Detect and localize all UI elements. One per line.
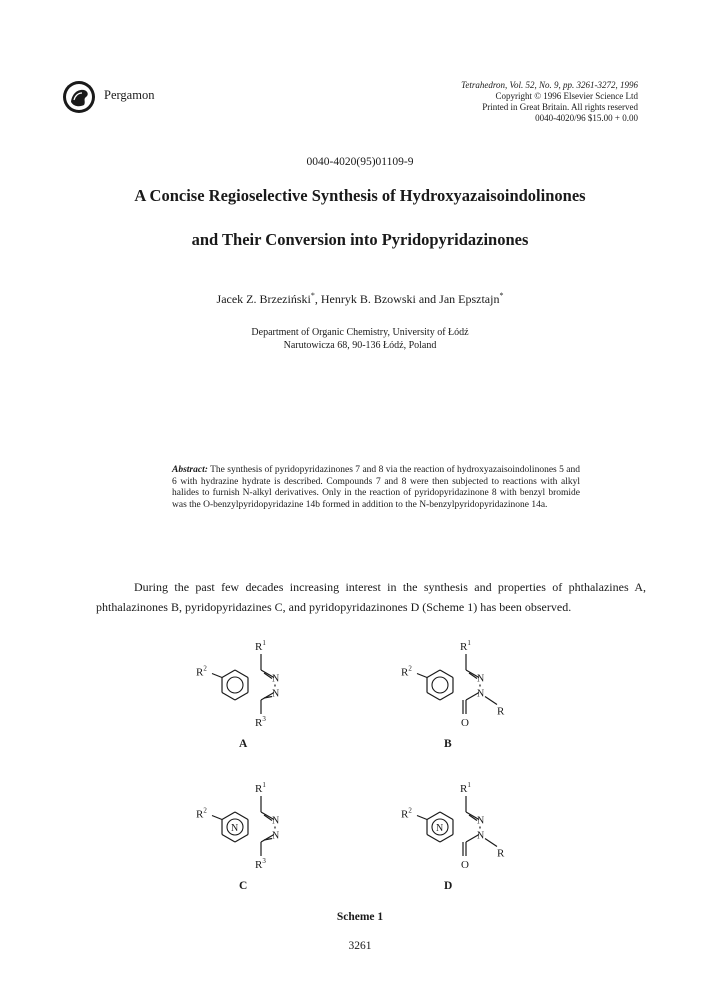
publisher-name: Pergamon <box>104 88 155 102</box>
structure-caption-b: B <box>444 738 452 750</box>
author-1: Jacek Z. Brzeziński <box>216 292 311 306</box>
publisher-logo <box>62 80 96 114</box>
doi: 0040-4020(95)01109-9 <box>306 156 414 168</box>
bond <box>417 674 427 678</box>
affiliation <box>0 326 720 352</box>
aromatic-circle <box>432 677 448 693</box>
ring-bond <box>235 812 248 820</box>
body-text: During the past few decades increasing interest in the synthesis and properties of phthalazines A, phthalazinones B, pyridopyridazines C, and pyridopyridazinones D (Scheme 1) has been observed. <box>96 580 646 614</box>
aromatic-circle <box>227 677 243 693</box>
bond <box>485 697 497 705</box>
ring-bond <box>440 693 453 701</box>
nitrogen-label: N <box>271 673 280 685</box>
nitrogen-label: N <box>476 688 485 700</box>
n-substituent-label: R <box>496 847 505 860</box>
nitrogen-label: N <box>476 815 485 827</box>
nitrogen-label: N <box>271 815 280 827</box>
abstract-label: Abstract: <box>172 465 208 475</box>
page-number: 3261 <box>348 940 372 952</box>
ring-bond <box>427 670 440 678</box>
nitrogen-label: N <box>271 830 280 842</box>
corresponding-mark: * <box>499 291 504 300</box>
n-substituent-label: R <box>496 705 505 718</box>
ring-bond <box>222 693 235 701</box>
r2-label: $R^2$ <box>196 806 207 821</box>
bond <box>212 674 222 678</box>
journal-line: 0040-4020/96 $15.00 + 0.00 <box>535 113 638 123</box>
oxygen-label: O <box>461 717 469 729</box>
journal-line: Copyright © 1996 Elsevier Science Ltd <box>495 91 638 101</box>
bond <box>485 839 497 847</box>
r3-label: $R^3$ <box>255 857 266 871</box>
double-bond <box>264 839 272 841</box>
journal-line: Printed in Great Britain. All rights reserved <box>482 102 638 112</box>
authors <box>0 291 720 307</box>
r3-label: $R^3$ <box>255 715 266 729</box>
body-paragraph <box>96 577 646 617</box>
paper-title-line1: A Concise Regioselective Synthesis of Hydroxyazaisoindolinones <box>134 186 586 205</box>
ring-bond <box>235 835 248 843</box>
corresponding-mark: * <box>310 291 315 300</box>
author-others: , Henryk B. Bzowski and Jan Epsztajn <box>314 292 500 306</box>
structure-a <box>190 630 330 740</box>
ring-bond <box>440 835 453 843</box>
ring-nitrogen-label: N <box>436 823 444 834</box>
double-bond <box>264 697 272 699</box>
nitrogen-label: N <box>476 673 485 685</box>
r1-label: $R^1$ <box>255 781 266 795</box>
affiliation-line: Department of Organic Chemistry, University of Łódź <box>251 327 469 338</box>
paper-title-line2: and Their Conversion into Pyridopyridazinones <box>191 230 529 249</box>
structure-caption-a: A <box>239 738 248 750</box>
ring-bond <box>235 670 248 678</box>
ring-bond <box>222 835 235 843</box>
r2-label: $R^2$ <box>196 664 207 679</box>
structure-d <box>395 772 545 882</box>
ring-bond <box>440 670 453 678</box>
nitrogen-label: N <box>271 688 280 700</box>
r1-label: $R^1$ <box>460 639 471 653</box>
r2-label: $R^2$ <box>401 806 412 821</box>
nitrogen-label: N <box>476 830 485 842</box>
abstract-text: The synthesis of pyridopyridazinones 7 and 8 via the reaction of hydroxyazaisoindolinones 5 and 6 with hydrazine hydrate is described. Compounds 7 and 8 were then subjected to reactions with alkyl halides to furnish N-alkyl derivatives. Only in the reaction of pyridopyridazinone 8 with benzyl bromide was the O-benzylpyridopyridazine 14b formed in addition to the N-benzylpyridopyridazinone 14a. <box>172 465 580 510</box>
structure-c <box>190 772 330 882</box>
structure-b <box>395 630 545 740</box>
bond <box>417 816 427 820</box>
journal-line: Tetrahedron, Vol. 52, No. 9, pp. 3261-3272, 1996 <box>461 80 638 90</box>
scheme-caption: Scheme 1 <box>336 911 384 923</box>
ring-bond <box>427 693 440 701</box>
oxygen-label: O <box>461 859 469 871</box>
r1-label: $R^1$ <box>255 639 266 653</box>
ring-nitrogen-label: N <box>231 823 239 834</box>
affiliation-line: Narutowicza 68, 90-136 Łódź, Poland <box>283 340 437 351</box>
ring-bond <box>427 812 440 820</box>
structure-caption-d: D <box>444 880 453 892</box>
ring-bond <box>440 812 453 820</box>
ring-bond <box>427 835 440 843</box>
r1-label: $R^1$ <box>460 781 471 795</box>
journal-citation <box>461 80 638 124</box>
ring-bond <box>235 693 248 701</box>
bond <box>212 816 222 820</box>
ring-bond <box>222 670 235 678</box>
r2-label: $R^2$ <box>401 664 412 679</box>
abstract <box>172 465 580 511</box>
ring-bond <box>222 812 235 820</box>
structure-caption-c: C <box>239 880 248 892</box>
